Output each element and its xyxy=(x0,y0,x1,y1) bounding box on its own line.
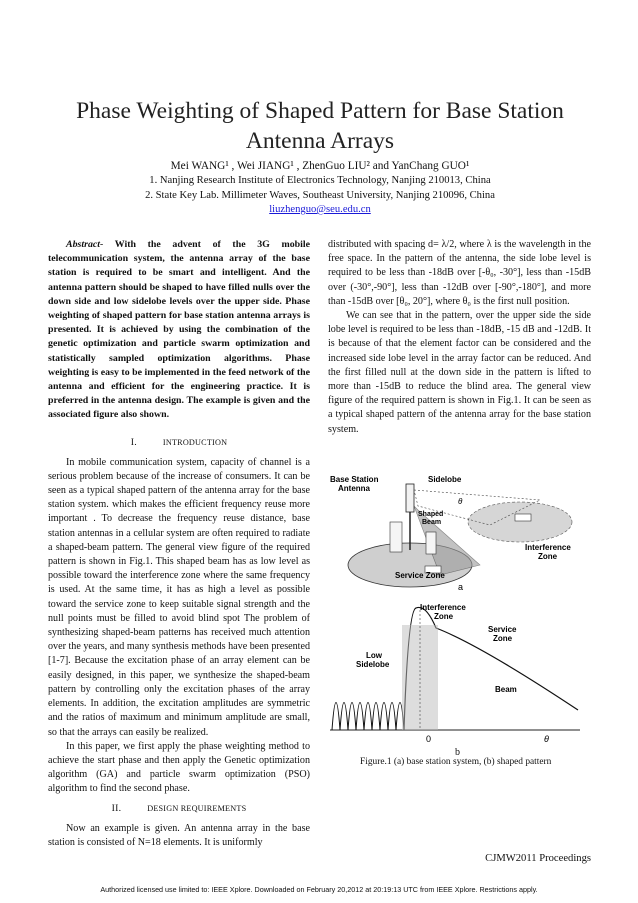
building-2 xyxy=(426,532,436,554)
paper-title xyxy=(40,96,600,156)
low-sidelobe-curve xyxy=(332,703,404,731)
section-1-number: I. xyxy=(130,436,137,448)
intro-paragraph-1: In mobile communication system, capacity of channel is a serious problem because of the increase of consumers. It can be seen as a typical shaped pattern of the antenna array for the base station system. which makes the efficient frequency reuse more important . To decrease the frequency reuse distance, base station antennas in a cellular system are often required to radiate a shaped-beam pattern. The general view figure of the required pattern is shown in Fig.1. This shaped beam has as low level as possible toward the interference zone where the same frequency is used. At the same time, it has as high a level as possible toward the service zone to keep suitable signal strength and the null points must be filled to avoid blind spot The problem of synthesizing shaped-beam patterns has received much attention over the years, and many synthesis methods have been presented [1-7]. Because the excitation phase of an array element can be easily designed, in this paper, we synthesize the shaped-beam pattern by controlling only the excitation phases of the array elements. In addition, the excitation amplitudes are symmetric and the ratios of maximum and minimum amplitude are small, so that the arrays can easily be realized. xyxy=(48,456,310,738)
label-interference-zone-b: Interference xyxy=(420,603,466,612)
label-low: Low xyxy=(366,651,382,660)
section-2-heading xyxy=(48,803,310,814)
figure-1 xyxy=(330,470,591,780)
right-column xyxy=(328,238,591,437)
label-sidelobe-b: Sidelobe xyxy=(356,660,390,669)
subfig-a-label: a xyxy=(458,582,464,592)
axis-theta-label: θ xyxy=(544,734,549,744)
section-2-number: II. xyxy=(111,802,122,814)
left-column xyxy=(48,238,310,850)
label-beam-a: Beam xyxy=(422,519,442,526)
car-1 xyxy=(515,514,531,521)
label-theta-a: θ xyxy=(458,497,463,506)
abstract-label: Abstract- xyxy=(66,239,104,250)
email-link[interactable]: liuzhenguo@seu.edu.cn xyxy=(269,204,371,215)
right-paragraph-1: distributed with spacing d= λ/2, where λ is the wavelength in the free space. In the pattern of the antenna, the side lobe level is required to be less than -18dB over [-θ₀, -30°], less than -15dB over (-30°,-90°], less than -12dB over [-90°,-180°], and more than -15dB over [θ₀, 20°], where θ₀ is the first null position. xyxy=(328,239,591,307)
label-shaped: Shaped xyxy=(418,511,444,518)
affiliation-1: 1. Nanjing Research Institute of Electronics Technology, Nanjing 210013, China xyxy=(149,175,491,186)
label-sidelobe: Sidelobe xyxy=(428,475,462,484)
label-interference-zone-a: Interference xyxy=(525,543,571,552)
abstract xyxy=(48,238,310,423)
design-paragraph-1: Now an example is given. An antenna array in the base station is consisted of N=18 elements. It is uniformly xyxy=(48,822,310,848)
affiliation-2: 2. State Key Lab. Millimeter Waves, Southeast University, Nanjing 210096, China xyxy=(145,190,495,201)
section-2-title: DESIGN REQUIREMENTS xyxy=(147,803,247,813)
section-1-title: INTRODUCTION xyxy=(162,437,228,447)
label-service-zone-a: Service Zone xyxy=(395,571,445,580)
building-1 xyxy=(390,522,402,552)
title-line-1: Phase Weighting of Shaped Pattern for Base Station xyxy=(76,98,564,124)
title-line-2: Antenna Arrays xyxy=(245,128,395,154)
subfig-b-label: b xyxy=(455,747,460,758)
proceedings-label: CJMW2011 Proceedings xyxy=(485,853,591,864)
label-service-b: Service xyxy=(488,625,517,634)
axis-zero-label: 0 xyxy=(426,734,432,744)
license-footer: Authorized licensed use limited to: IEEE Xplore. Downloaded on February 20,2012 at 20:19:13 UTC from IEEE Xplore. Restrictions apply. xyxy=(100,885,538,894)
figure-caption: Figure.1 (a) base station system, (b) shaped pattern xyxy=(360,757,552,767)
section-1-heading xyxy=(48,437,310,448)
label-base-station: Base Station xyxy=(330,475,379,484)
label-beam-b: Beam xyxy=(495,685,517,694)
intro-paragraph-2: In this paper, we first apply the phase weighting method to achieve the start phase and then apply the Genetic optimization algorithm (GA) and particle swarm optimization (PSO) algorithm to find the second phase. xyxy=(48,740,310,795)
label-antenna: Antenna xyxy=(338,484,370,493)
abstract-text: With the advent of the 3G mobile telecommunication system, the antenna array of the base station is required to be smart and intelligent. And the antenna pattern should be shaped to have filled nulls over the down side and low sidelobe levels over the upper side. Phase weighting of shaped pattern for base station antenna arrays is presented. It is achieved by using the combination of the genetic optimization and particle swarm optimization and statistically sampled optimization algorithms. Phase weighting is easy to be implemented in the feed network of the antenna and efficient for the engineering practice. It is preferred in the antenna design. The example is given and the associated figure also shown. xyxy=(48,239,310,421)
right-paragraph-2: We can see that in the pattern, over the upper side the side lobe level is required to be less than -18dB, -15 dB and -12dB. It is because of that the element factor can be considered and the increased side lobe level in the array factor can be reduced. And the first filled null at the down side in the pattern is lifted to more than -15dB to reduce the blind area. The general view figure of the required pattern is shown in Fig.1. It can be seen as a typical shaped pattern of the antenna array for the base station system. xyxy=(328,310,591,435)
antenna-panel xyxy=(406,484,414,512)
label-interference-zone-b2: Zone xyxy=(434,612,454,621)
label-service-zone-b: Zone xyxy=(493,634,513,643)
label-interference-zone-a2: Zone xyxy=(538,552,558,561)
interference-zone-ellipse xyxy=(468,502,572,542)
figure-1-drawing xyxy=(330,470,591,780)
author-list: Mei WANG¹ , Wei JIANG¹ , ZhenGuo LIU² and YanChang GUO¹ xyxy=(170,160,470,172)
